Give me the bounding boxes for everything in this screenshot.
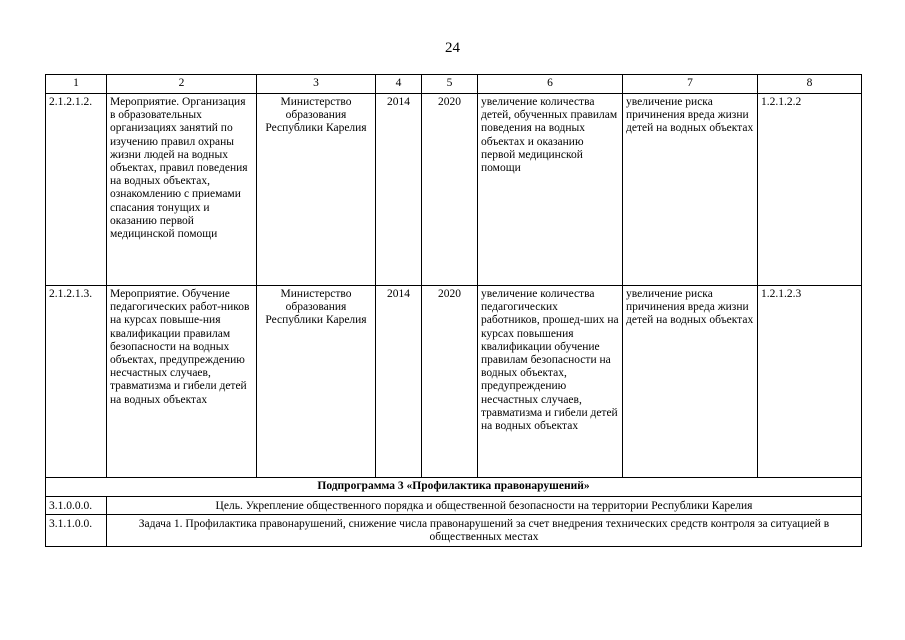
executor-cell: Министерство образования Республики Карелия bbox=[257, 94, 376, 286]
table-header-row bbox=[46, 75, 862, 94]
column-header: 8 bbox=[758, 75, 862, 94]
indicator-link-cell: 1.2.1.2.2 bbox=[758, 94, 862, 286]
start-year-cell: 2014 bbox=[376, 94, 422, 286]
activity-cell: Мероприятие. Организация в образовательных организациях занятий по изучению правил охраны жизни людей на водных объектах, правил поведения на водных объектах, ознакомлению с приемами спасания тонущих и оказанию первой медицинской помощи bbox=[107, 94, 257, 286]
consequences-cell: увеличение риска причинения вреда жизни детей на водных объектах bbox=[623, 94, 758, 286]
consequences-cell: увеличение риска причинения вреда жизни детей на водных объектах bbox=[623, 286, 758, 478]
row-code: 2.1.2.1.3. bbox=[46, 286, 107, 478]
subprogram-heading-row bbox=[46, 478, 862, 497]
row-code: 2.1.2.1.2. bbox=[46, 94, 107, 286]
task-code: 3.1.1.0.0. bbox=[46, 515, 107, 546]
executor-cell: Министерство образования Республики Карелия bbox=[257, 286, 376, 478]
result-cell: увеличение количества детей, обученных правилам поведения на водных объектах и оказанию первой медицинской помощи bbox=[478, 94, 623, 286]
indicator-link-cell: 1.2.1.2.3 bbox=[758, 286, 862, 478]
column-header: 3 bbox=[257, 75, 376, 94]
subprogram-title: Подпрограмма 3 «Профилактика правонарушений» bbox=[46, 478, 862, 497]
column-header: 2 bbox=[107, 75, 257, 94]
goal-code: 3.1.0.0.0. bbox=[46, 497, 107, 515]
start-year-cell: 2014 bbox=[376, 286, 422, 478]
result-cell: увеличение количества педагогических работников, прошед-ших на курсах повышения квалификации обучение правилам безопасности на водных объектах, предупреждению несчастных случаев, травматизма и гибели детей на водных объектах bbox=[478, 286, 623, 478]
column-header: 6 bbox=[478, 75, 623, 94]
column-header: 5 bbox=[422, 75, 478, 94]
page-number: 24 bbox=[445, 40, 460, 56]
table-row bbox=[46, 94, 862, 286]
task-row bbox=[46, 515, 862, 546]
goal-text: Цель. Укрепление общественного порядка и общественной безопасности на территории Республики Карелия bbox=[107, 497, 862, 515]
end-year-cell: 2020 bbox=[422, 286, 478, 478]
task-text: Задача 1. Профилактика правонарушений, снижение числа правонарушений за счет внедрения технических средств контроля за ситуацией в общественных местах bbox=[107, 515, 862, 546]
end-year-cell: 2020 bbox=[422, 94, 478, 286]
column-header: 7 bbox=[623, 75, 758, 94]
goal-row bbox=[46, 497, 862, 515]
column-header: 4 bbox=[376, 75, 422, 94]
column-header: 1 bbox=[46, 75, 107, 94]
activity-cell: Мероприятие. Обучение педагогических работ-ников на курсах повыше-ния квалификации правилам безопасности на водных объектах, предупреждению несчастных случаев, травматизма и гибели детей на водных объектах bbox=[107, 286, 257, 478]
table-row bbox=[46, 286, 862, 478]
program-table bbox=[45, 74, 862, 547]
